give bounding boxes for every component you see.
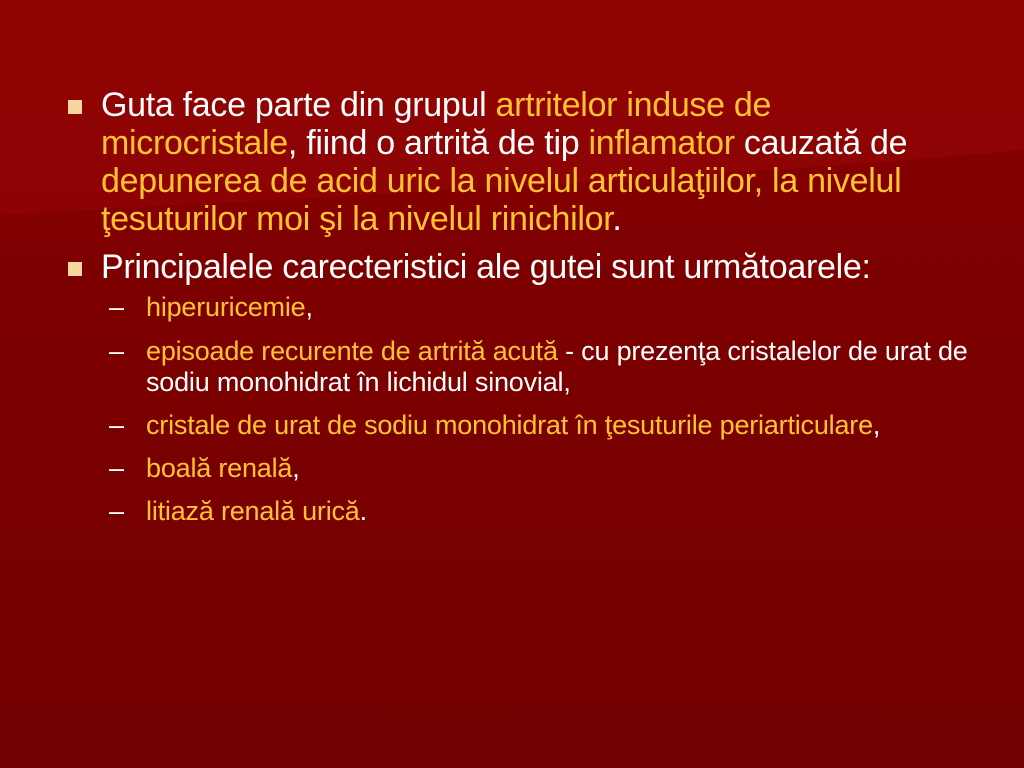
sub-item bbox=[109, 453, 974, 484]
text-segment: , bbox=[305, 292, 313, 322]
sub-item bbox=[109, 292, 974, 323]
highlight-segment: cristale de urat de sodiu monohidrat în ţesuturile periarticulare bbox=[146, 410, 873, 440]
highlight-segment: depunerea de acid uric la nivelul articulaţiilor, la nivelul ţesuturilor moi şi la nivelul rinichilor bbox=[101, 162, 902, 238]
text-segment: - cu prezenţa cristalelor de urat de sodiu monohidrat în lichidul sinovial, bbox=[146, 336, 968, 397]
highlight-segment: itiază renală urică bbox=[151, 496, 360, 526]
text-segment: cauzată de bbox=[734, 124, 908, 162]
square-bullet-icon bbox=[68, 262, 82, 276]
highlight-segment: boală renală bbox=[146, 453, 293, 483]
dash-bullet-icon: – bbox=[109, 336, 124, 366]
highlight-segment: l bbox=[146, 496, 152, 526]
sub-item bbox=[109, 496, 974, 527]
characteristics-sublist bbox=[109, 292, 974, 527]
highlight-segment: hiperuricemie bbox=[146, 292, 306, 322]
slide-content bbox=[64, 86, 974, 539]
text-segment: , fiind o artrită de tip bbox=[287, 124, 589, 162]
bullet-gout-definition bbox=[64, 86, 974, 238]
sub-item bbox=[109, 336, 974, 398]
text-segment: . bbox=[359, 496, 367, 526]
text-segment: , bbox=[872, 410, 881, 440]
text-segment: . bbox=[612, 200, 622, 238]
sub-item bbox=[109, 410, 974, 441]
highlight-segment: episoade recurente de artrită acută bbox=[146, 336, 558, 366]
dash-bullet-icon: – bbox=[109, 292, 124, 322]
text-segment: Guta face parte din grupul bbox=[101, 86, 496, 124]
highlight-segment: artritelor induse de microcristale bbox=[101, 86, 772, 162]
bullet-characteristics bbox=[64, 248, 974, 286]
dash-bullet-icon: – bbox=[109, 496, 124, 526]
dash-bullet-icon: – bbox=[109, 453, 124, 483]
text-segment: Principalele carecteristici ale gutei sunt următoarele: bbox=[101, 248, 871, 286]
dash-bullet-icon: – bbox=[109, 410, 124, 440]
text-segment: , bbox=[292, 453, 300, 483]
square-bullet-icon bbox=[68, 100, 82, 114]
highlight-segment: inflamator bbox=[588, 124, 735, 162]
